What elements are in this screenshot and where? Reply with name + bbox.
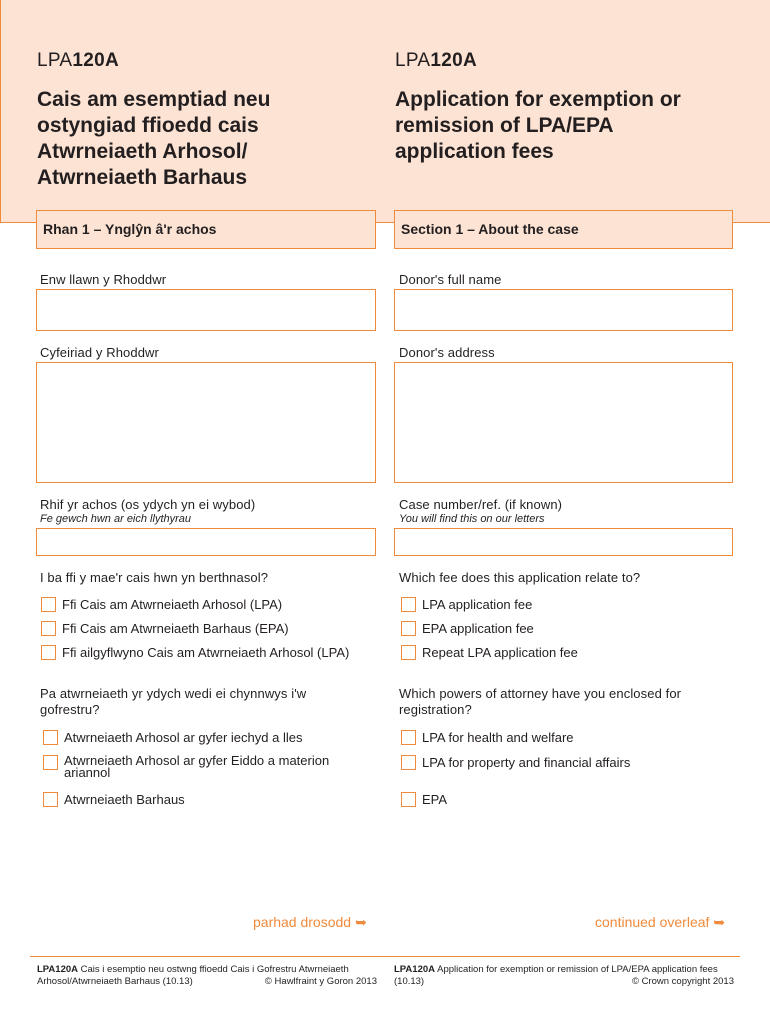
checkbox[interactable] (401, 597, 416, 612)
case-number-label-en: Case number/ref. (if known) (399, 497, 563, 512)
continued-text: parhad drosodd (253, 914, 352, 930)
option-label: LPA application fee (422, 597, 533, 612)
continued-text: continued overleaf (595, 914, 710, 930)
checkbox[interactable] (401, 621, 416, 636)
continued-overleaf-en (595, 914, 725, 931)
fee-question-en: Which fee does this application relate to? (399, 570, 641, 585)
power-option-health-cy[interactable] (43, 730, 302, 745)
footer-text: Cais i esemptio neu ostwng ffioedd Cais i Gofrestru Atwrneiaeth Arhosol/Atwrneiaeth Barhaus (10.13) (37, 964, 349, 987)
checkbox[interactable] (43, 792, 58, 807)
page-title-cy: Cais am esemptiad neu ostyngiad ffioedd cais Atwrneiaeth Arhosol/ Atwrneiaeth Barhaus (37, 88, 271, 189)
donor-address-field-en[interactable] (394, 362, 733, 483)
footer-cy (37, 964, 377, 988)
footer-divider (30, 956, 740, 957)
donor-name-field-en[interactable] (394, 289, 733, 331)
option-label: Ffi ailgyflwyno Cais am Atwrneiaeth Arhosol (LPA) (62, 645, 350, 660)
checkbox[interactable] (401, 645, 416, 660)
checkbox[interactable] (41, 621, 56, 636)
footer-code: LPA120A (394, 964, 436, 975)
case-number-label-cy: Rhif yr achos (os ydych yn ei wybod) (40, 497, 256, 512)
donor-name-label-en: Donor's full name (399, 272, 502, 287)
fee-option-epa-en[interactable] (401, 621, 534, 636)
option-label: Ffi Cais am Atwrneiaeth Arhosol (LPA) (62, 597, 283, 612)
case-number-hint-en: You will find this on our letters (399, 513, 545, 525)
checkbox[interactable] (41, 645, 56, 660)
donor-address-label-cy: Cyfeiriad y Rhoddwr (40, 345, 159, 360)
powers-question-en: Which powers of attorney have you enclosed for registration? (399, 686, 682, 717)
fee-option-epa-cy[interactable] (41, 621, 289, 636)
case-number-field-en[interactable] (394, 528, 733, 556)
footer-copyright: © Crown copyright 2013 (631, 976, 734, 987)
form-code-number: 120A (430, 50, 478, 71)
section-heading-en: Section 1 – About the case (394, 210, 733, 249)
donor-name-label-cy: Enw llawn y Rhoddwr (40, 272, 167, 287)
checkbox[interactable] (401, 730, 416, 745)
form-code-prefix: LPA (37, 50, 73, 71)
form-code-prefix: LPA (395, 50, 431, 71)
continued-overleaf-cy (253, 914, 367, 931)
donor-name-field-cy[interactable] (36, 289, 376, 331)
page-title-en: Application for exemption or remission of LPA/EPA application fees (395, 88, 681, 163)
option-label: LPA for health and welfare (422, 730, 574, 745)
footer-copyright: © Hawlfraint y Goron 2013 (264, 976, 377, 987)
fee-option-lpa-en[interactable] (401, 597, 532, 612)
fee-option-repeat-cy[interactable] (41, 645, 349, 660)
powers-question-cy: Pa atwrneiaeth yr ydych wedi ei chynnwys i'w gofrestru? (40, 686, 307, 717)
power-option-health-en[interactable] (401, 730, 574, 745)
power-option-epa-en[interactable] (401, 792, 447, 807)
option-label: Ffi Cais am Atwrneiaeth Barhaus (EPA) (62, 621, 289, 636)
fee-option-lpa-cy[interactable] (41, 597, 282, 612)
form-code-en (395, 50, 477, 72)
footer-text: Application for exemption or remission of LPA/EPA application fees (10.13) (394, 964, 718, 987)
option-label: Atwrneiaeth Arhosol ar gyfer iechyd a lles (64, 730, 303, 745)
option-label: EPA (422, 792, 448, 807)
case-number-field-cy[interactable] (36, 528, 376, 556)
power-option-property-cy[interactable] (43, 755, 353, 779)
checkbox[interactable] (401, 792, 416, 807)
option-label: Repeat LPA application fee (422, 645, 578, 660)
arrow-right-icon: ➥ (713, 914, 726, 930)
power-option-epa-cy[interactable] (43, 792, 185, 807)
donor-address-field-cy[interactable] (36, 362, 376, 483)
section-heading-cy: Rhan 1 – Ynglŷn â'r achos (36, 210, 376, 249)
checkbox[interactable] (43, 755, 58, 770)
checkbox[interactable] (41, 597, 56, 612)
option-label: Atwrneiaeth Arhosol ar gyfer Eiddo a materion ariannol (64, 753, 330, 780)
power-option-property-en[interactable] (401, 755, 630, 770)
form-code-cy (37, 50, 119, 72)
checkbox[interactable] (401, 755, 416, 770)
form-code-number: 120A (72, 50, 120, 71)
donor-address-label-en: Donor's address (399, 345, 495, 360)
footer-en (394, 964, 734, 988)
option-label: LPA for property and financial affairs (422, 755, 631, 770)
option-label: Atwrneiaeth Barhaus (64, 792, 185, 807)
arrow-right-icon: ➥ (355, 914, 367, 930)
option-label: EPA application fee (422, 621, 534, 636)
fee-option-repeat-en[interactable] (401, 645, 578, 660)
footer-code: LPA120A (37, 964, 79, 975)
case-number-hint-cy: Fe gewch hwn ar eich llythyrau (40, 513, 192, 525)
checkbox[interactable] (43, 730, 58, 745)
fee-question-cy: I ba ffi y mae'r cais hwn yn berthnasol? (40, 570, 269, 585)
